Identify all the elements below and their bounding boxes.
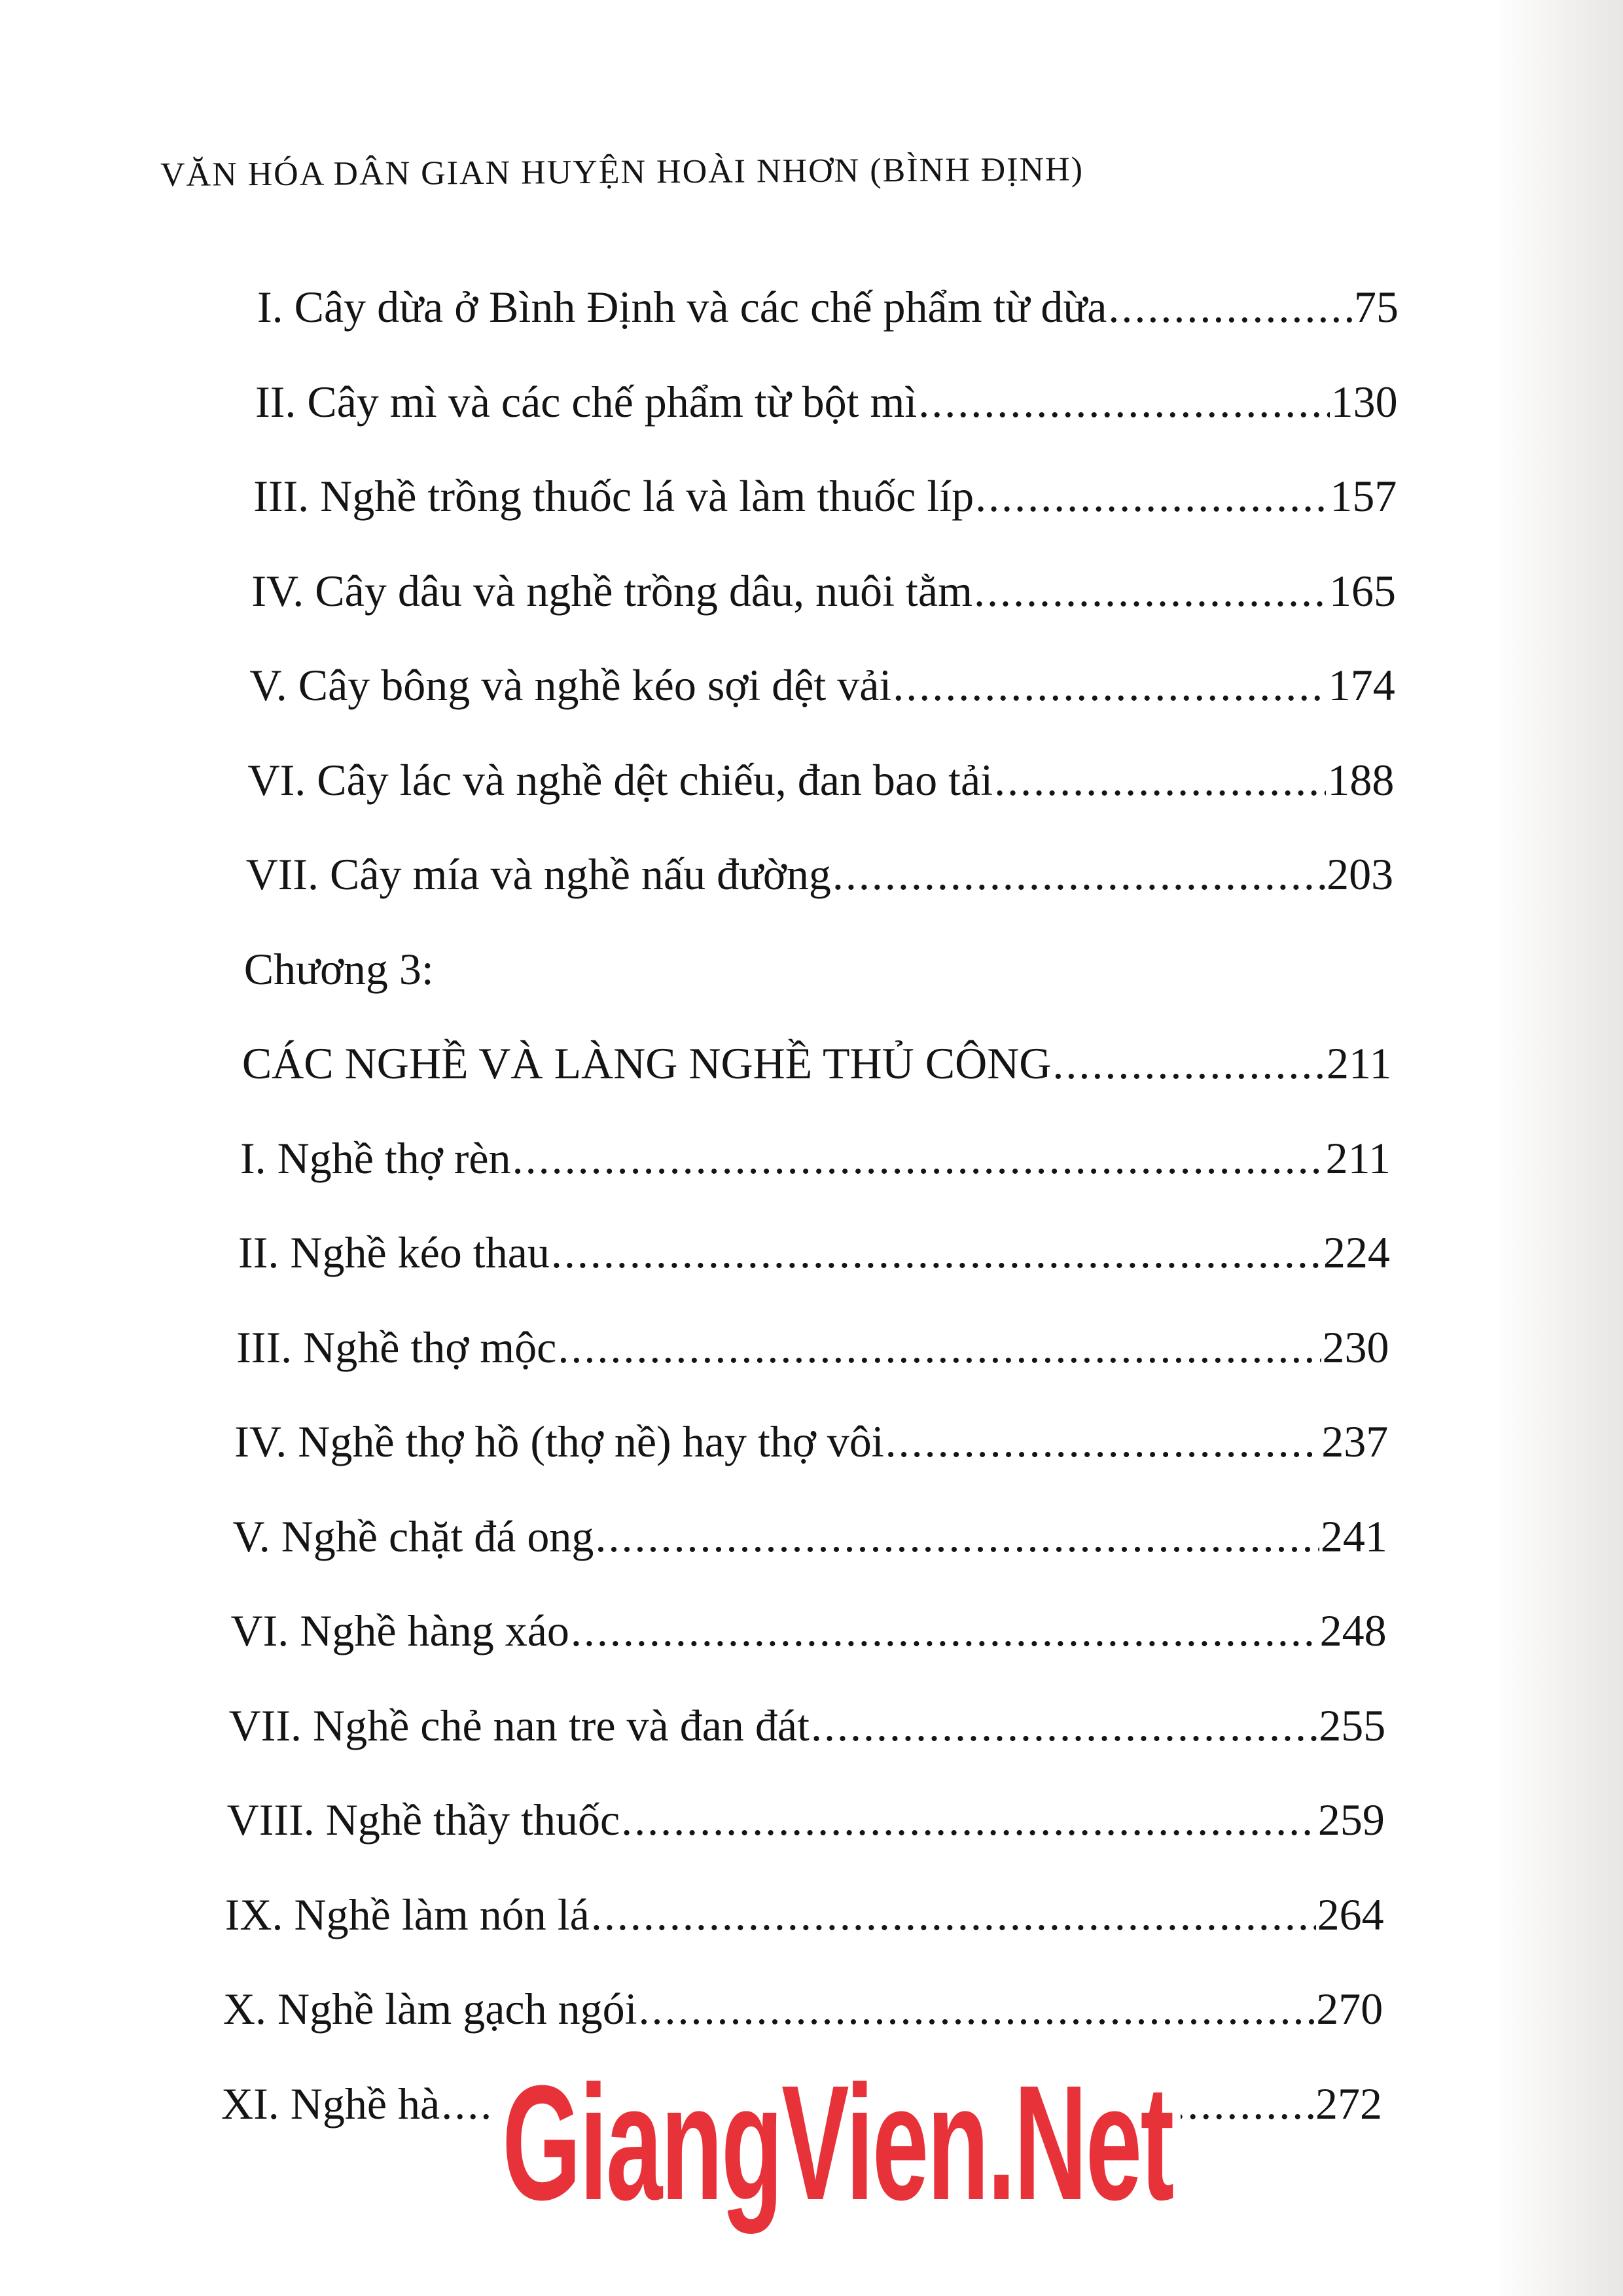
- entry-title: VII. Cây mía và nghề nấu đường: [245, 849, 831, 899]
- page-number: 188: [1327, 754, 1395, 805]
- page-number: 270: [1316, 1984, 1383, 2034]
- toc-entry: [255, 376, 1398, 428]
- entry-title: V. Nghề chặt đá ong: [232, 1511, 594, 1561]
- page-number: 75: [1354, 282, 1399, 332]
- toc-entry: [227, 1794, 1385, 1846]
- entry-title: II. Cây mì và các chế phẩm từ bột mì: [255, 376, 918, 427]
- dot-leader: [974, 565, 1328, 617]
- toc-entry: [257, 281, 1399, 333]
- page-number: 272: [1315, 2078, 1382, 2128]
- toc-entry: [236, 1322, 1389, 1373]
- running-header: VĂN HÓA DÂN GIAN HUYỆN HOÀI NHƠN (BÌNH ĐỊNH): [160, 150, 1084, 194]
- entry-title: IV. Nghề thợ hồ (thợ nề) hay thợ vôi: [234, 1417, 884, 1466]
- toc-entry: [248, 754, 1395, 806]
- entry-title: III. Nghề thợ mộc: [236, 1322, 557, 1372]
- page-number: 259: [1317, 1795, 1385, 1845]
- toc-entry: [234, 1416, 1388, 1468]
- dot-leader: [811, 1700, 1317, 1752]
- dot-leader: [639, 1983, 1315, 2035]
- watermark: GiangVien.Net: [494, 2061, 1181, 2225]
- chapter-label: [244, 944, 1393, 995]
- page-number: 211: [1325, 1133, 1391, 1183]
- page-number: 248: [1319, 1606, 1387, 1655]
- dot-leader: [621, 1794, 1317, 1846]
- dot-leader: [832, 849, 1325, 900]
- entry-title: III. Nghề trồng thuốc lá và làm thuốc líp: [253, 471, 974, 521]
- dot-leader: [918, 376, 1329, 428]
- dot-leader: [893, 660, 1327, 711]
- page-number: 130: [1330, 376, 1398, 427]
- toc-entry: [229, 1700, 1386, 1752]
- dot-leader: [1052, 1038, 1325, 1089]
- entry-title: V. Cây bông và nghề kéo sợi dệt vải: [249, 660, 892, 710]
- entry-title: VI. Nghề hàng xáo: [230, 1606, 569, 1655]
- toc-entry: [251, 565, 1396, 617]
- dot-leader: [558, 1322, 1321, 1373]
- entry-title: VII. Nghề chẻ nan tre và đan đát: [228, 1700, 810, 1750]
- entry-title: I. Nghề thợ rèn: [240, 1133, 511, 1183]
- page-number: 237: [1321, 1417, 1389, 1466]
- page-number: 211: [1326, 1038, 1392, 1088]
- entry-title: VI. Cây lác và nghề dệt chiếu, đan bao tải: [247, 754, 993, 805]
- toc-entry: [238, 1227, 1390, 1279]
- toc-entry: [246, 849, 1393, 900]
- entry-title: IV. Cây dâu và nghề trồng dâu, nuôi tằm: [251, 565, 972, 616]
- dot-leader: [975, 470, 1329, 522]
- page-number: 255: [1319, 1700, 1386, 1750]
- entry-title: XI. Nghề hà: [221, 2078, 440, 2128]
- dot-leader: [551, 1227, 1322, 1279]
- page-number: 174: [1328, 660, 1395, 710]
- page-number: 241: [1320, 1511, 1387, 1561]
- entry-title: X. Nghề làm gạch ngói: [223, 1984, 637, 2034]
- toc-entry: [253, 470, 1397, 522]
- dot-leader: [1108, 281, 1353, 333]
- dot-leader: [512, 1133, 1325, 1184]
- entry-title: CÁC NGHỀ VÀ LÀNG NGHỀ THỦ CÔNG: [241, 1038, 1052, 1088]
- entry-title: VIII. Nghề thầy thuốc: [226, 1795, 620, 1845]
- page-edge-shadow: [1492, 0, 1623, 2296]
- page-number: 230: [1322, 1322, 1389, 1372]
- toc-entry: [230, 1605, 1386, 1657]
- entry-title: IX. Nghề làm nón lá: [224, 1889, 590, 1939]
- toc-entry: [223, 1983, 1383, 2035]
- dot-leader: [994, 754, 1326, 806]
- toc-entry: [232, 1511, 1387, 1563]
- page-number: 224: [1323, 1227, 1390, 1277]
- toc-entry: [240, 1133, 1391, 1184]
- page-number: 264: [1317, 1889, 1384, 1939]
- dot-leader: [885, 1416, 1321, 1468]
- dot-leader: [571, 1605, 1319, 1657]
- page-number: 157: [1330, 471, 1397, 521]
- toc-entry: [225, 1889, 1384, 1941]
- entry-title: II. Nghề kéo thau: [238, 1227, 550, 1277]
- chapter-title: [242, 1038, 1392, 1089]
- page-number: 165: [1329, 565, 1397, 616]
- dot-leader: [591, 1889, 1316, 1941]
- dot-leader: [595, 1511, 1319, 1563]
- page-number: 203: [1327, 849, 1394, 899]
- entry-title: I. Cây dừa ở Bình Định và các chế phẩm từ dừa: [257, 282, 1107, 332]
- toc-entry: [249, 660, 1395, 711]
- entry-title: Chương 3:: [243, 944, 434, 994]
